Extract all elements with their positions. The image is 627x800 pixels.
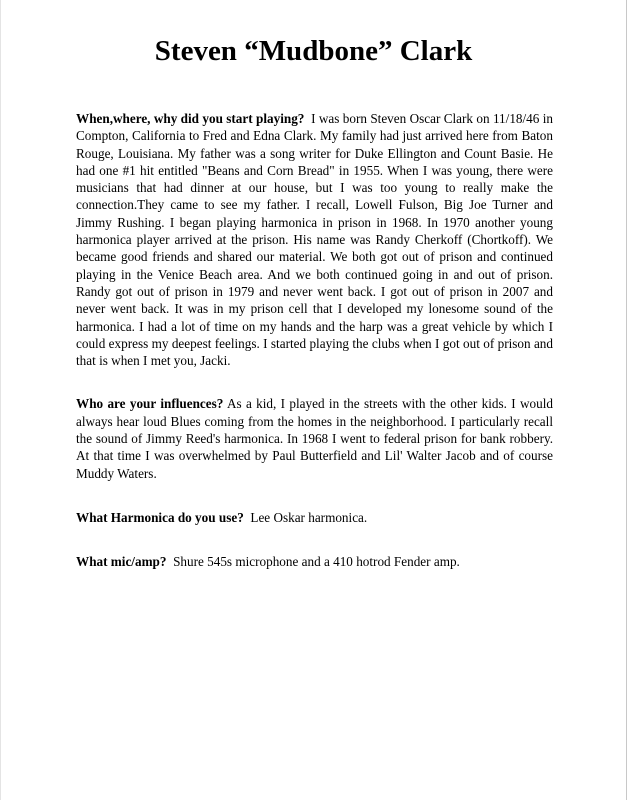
page-left-edge [0,0,1,800]
question-mic-amp: What mic/amp? [76,554,167,570]
interview-body [76,110,553,571]
answer-start-playing: I was born Steven Oscar Clark on 11/18/46 in Compton, California to Fred and Edna Clark. My family had just arrived here from Baton Rouge, Louisiana. My father was a song writer for Duke Ellington and Count Basie. He had one #1 hit entitled "Beans and Corn Bread" in 1955. When I was young, there were musicians that had dinner at our house, but I was too young to really make the connection.They came to see my father. I recall, Lowell Fulson, Big Joe Turner and Jimmy Rushing. I began playing harmonica in prison in 1968. In 1970 another young harmonica player arrived at the prison. His name was Randy Cherkoff (Chortkoff). We became good friends and shared our material. We both got out of prison and continued playing in the Venice Beach area. And we both continued going in and out of prison. Randy got out of prison in 1979 and never went back. I got out of prison in 2007 and never went back. It was in my prison cell that I developed my lonesome sound of the harmonica. I had a lot of time on my hands and the harp was a great vehicle by which I could express my deepest feelings. I started playing the clubs when I got out of prison and that is when I met you, Jacki. [76,111,553,369]
question-influences: Who are your influences? [76,396,224,412]
qa-section-start-playing [76,110,553,369]
qa-section-harmonica [76,509,553,526]
answer-harmonica: Lee Oskar harmonica. [250,509,368,525]
answer-mic-amp: Shure 545s microphone and a 410 hotrod Fender amp. [173,554,460,570]
question-start-playing: When,where, why did you start playing? [76,111,305,126]
qa-section-influences [76,395,553,481]
question-harmonica: What Harmonica do you use? [76,509,244,525]
qa-section-mic-amp [76,553,553,570]
page-title: Steven “Mudbone” Clark [154,35,473,67]
answer-influences: As a kid, I played in the streets with the other kids. I would always hear loud Blues coming from the homes in the neighborhood. I particularly recall the sound of Jimmy Reed's harmonica. In 1968 I went to federal prison for bank robbery. At that time I was overwhelmed by Paul Butterfield and Lil' Walter Jacob and of course Muddy Waters. [76,396,553,481]
